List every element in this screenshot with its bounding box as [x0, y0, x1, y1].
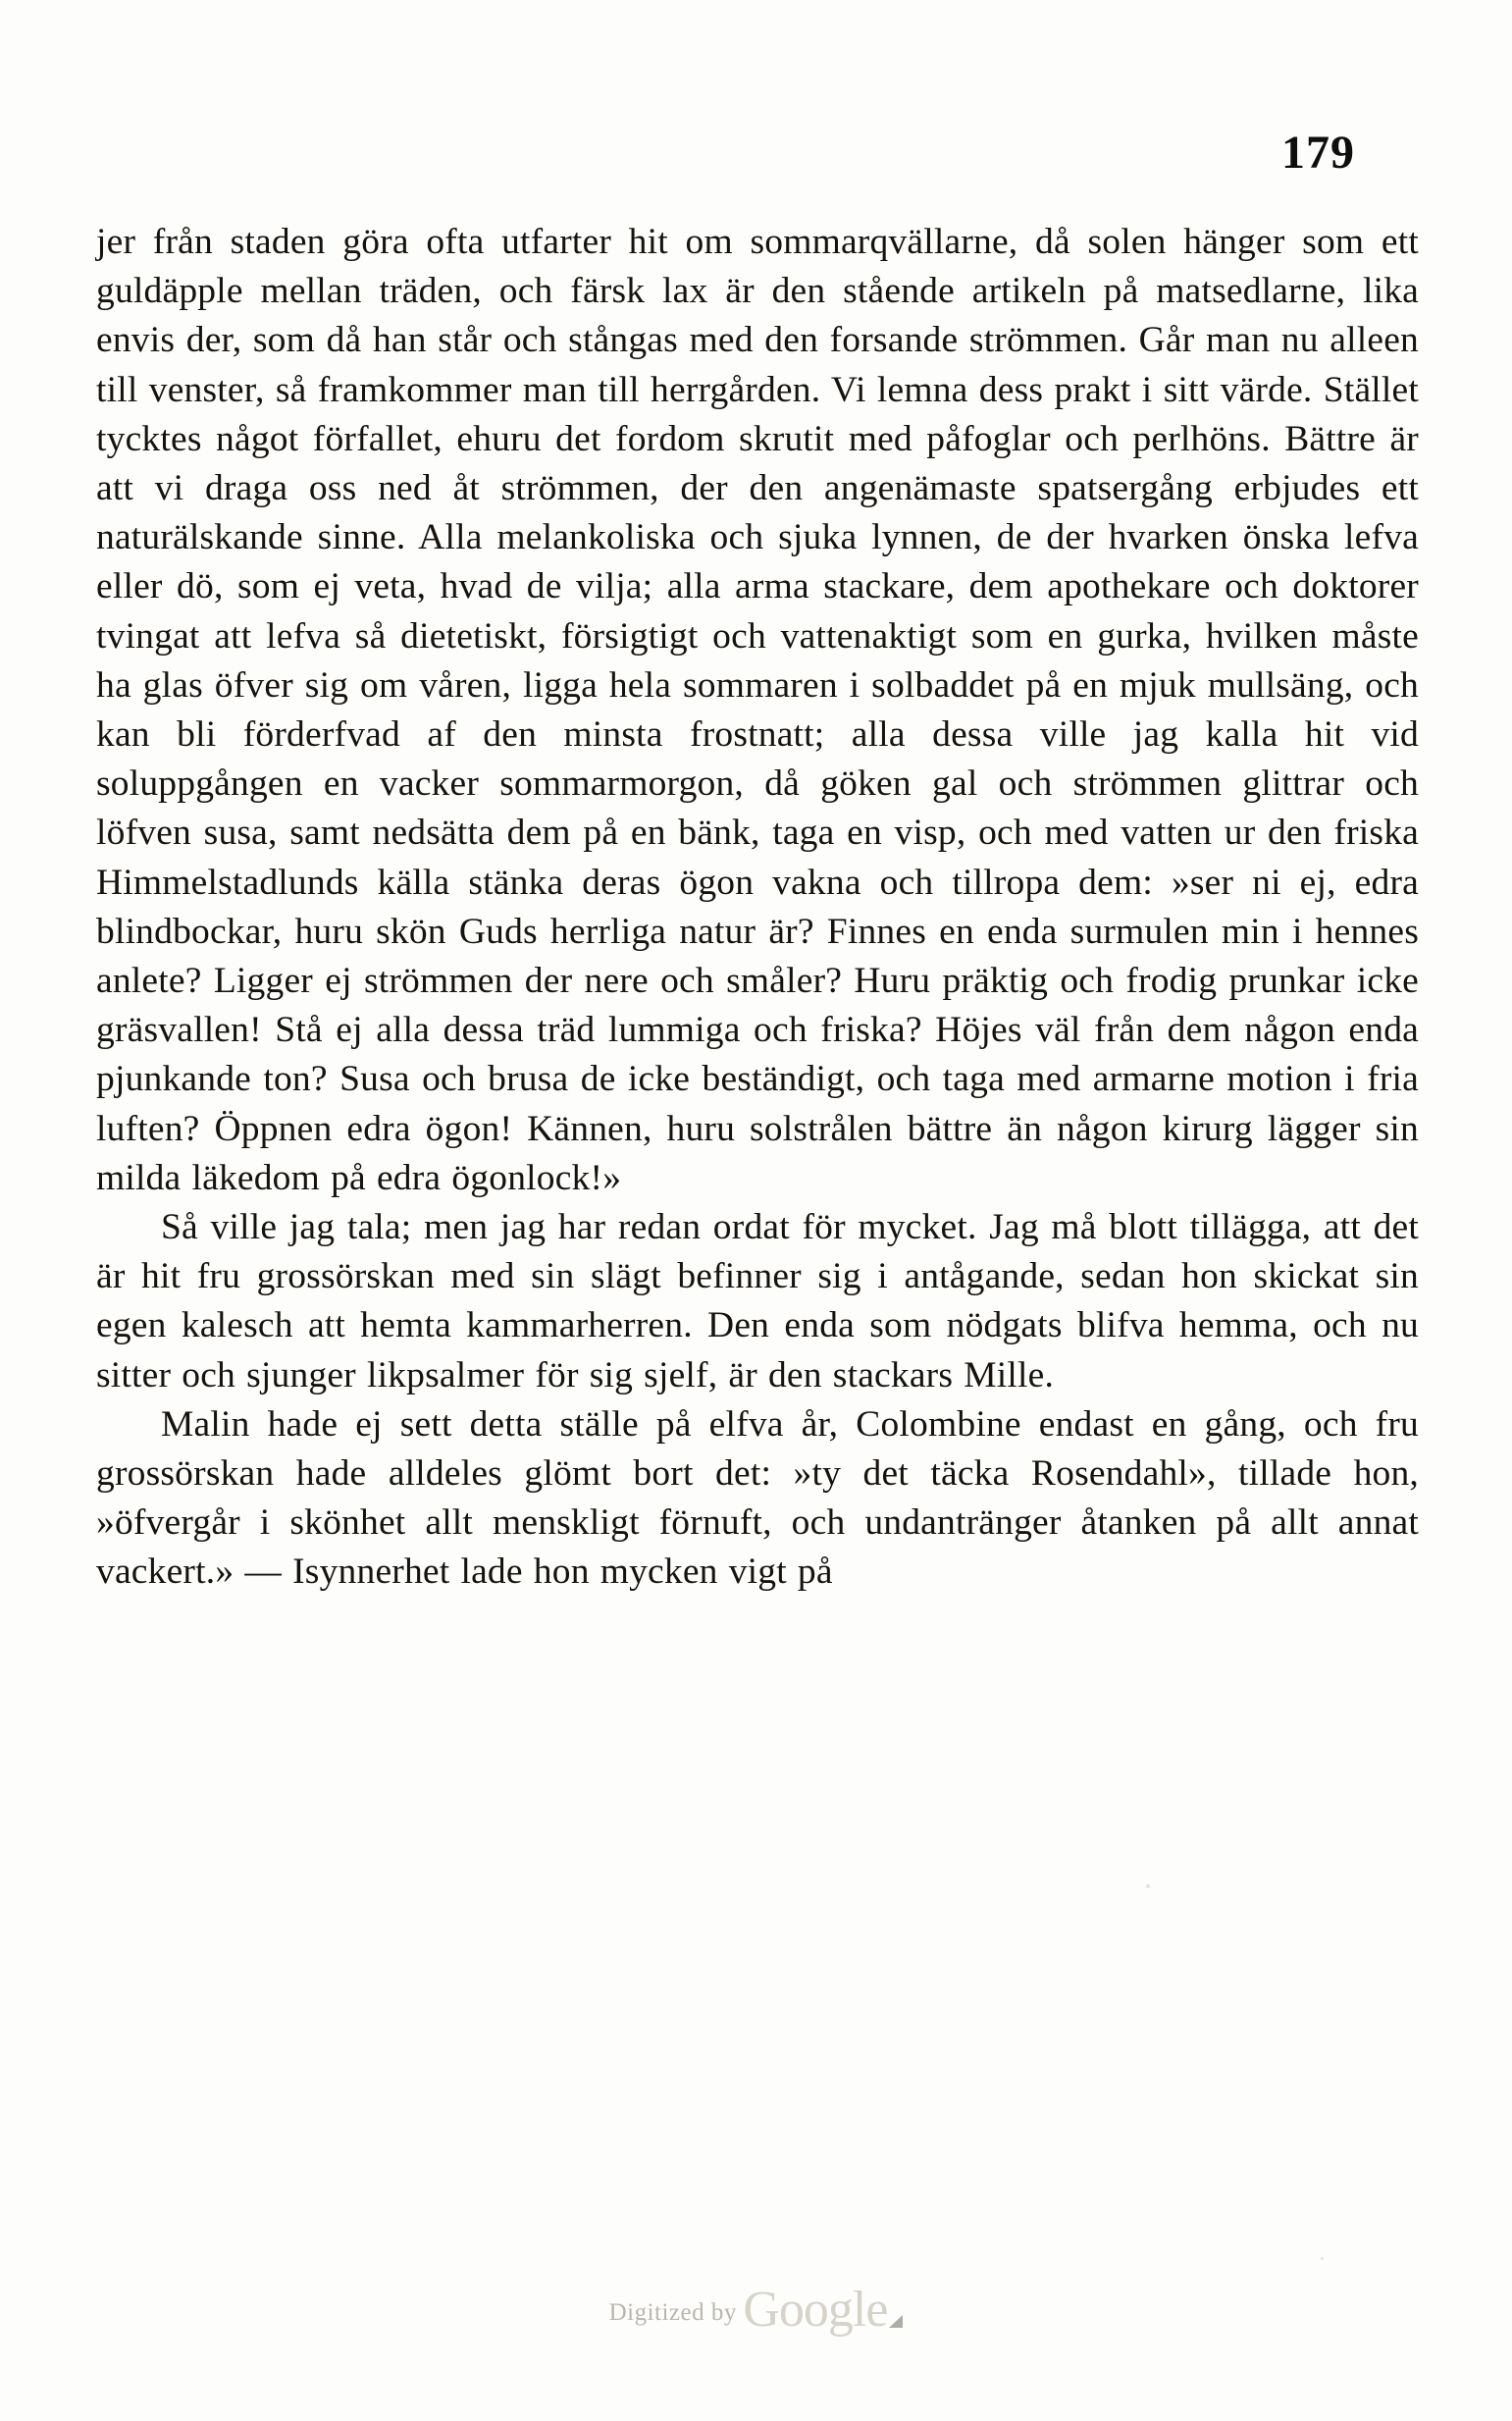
- page-number: 179: [1281, 127, 1355, 179]
- scan-speck: [1146, 1884, 1150, 1888]
- scan-speck: [1321, 2257, 1324, 2260]
- paragraph: Malin hade ej sett detta ställe på elfva år, Colombine endast en gång, och fru grossörskan hade alldeles glömt bort det: »ty det täcka Rosendahl», tillade hon, »öfvergår i skönhet allt menskligt förnuft, och undantränger åtanken på allt annat vackert.» — Isynnerhet lade hon mycken vigt på: [96, 1403, 1419, 1593]
- page-corner-icon: [889, 2315, 903, 2328]
- google-logo-text: Google: [743, 2282, 888, 2338]
- digitized-by-label: Digitized by: [608, 2299, 737, 2326]
- paragraph: jer från staden göra ofta utfarter hit om sommarqvällarne, då solen hänger som ett guldäpple mellan träden, och färsk lax är den stående artikeln på matsedlarne, lika envis der, som då han står och stångas med den forsande strömmen. Går man nu alleen till venster, så framkommer man till herrgården. Vi lemna dess prakt i sitt värde. Stället tycktes något förfallet, ehuru det fordom skrutit med påfoglar och perlhöns. Bättre är att vi draga oss ned åt strömmen, der den angenämaste spatsergång erbjudes ett naturälskande sinne. Alla melankoliska och sjuka lynnen, de der hvarken önska lefva eller dö, som ej veta, hvad de vilja; alla arma stackare, dem apothekare och doktorer tvingat att lefva så dietetiskt, försigtigt och vattenaktigt som en gurka, hvilken måste ha glas öfver sig om våren, ligga hela sommaren i solbaddet på en mjuk mullsäng, och kan bli förderfvad af den minsta frostnatt; alla dessa ville jag kalla hit vid soluppgången en vacker sommarmorgon, då göken gal och strömmen glittrar och löfven susa, samt nedsätta dem på en bänk, taga en visp, och med vatten ur den friska Himmelstadlunds källa stänka deras ögon vakna och tillropa dem: »ser ni ej, edra blindbockar, huru skön Guds herrliga natur är? Finnes en enda surmulen min i hennes anlete? Ligger ej strömmen der nere och småler? Huru präktig och frodig prunkar icke gräsvallen! Stå ej alla dessa träd lummiga och friska? Höjes väl från dem någon enda pjunkande ton? Susa och brusa de icke beständigt, och taga med armarne motion i fria luften? Öppnen edra ögon! Kännen, huru solstrålen bättre än någon kirurg lägger sin milda läkedom på edra ögonlock!»: [96, 222, 1419, 1198]
- page-body: [96, 218, 1419, 1598]
- digitization-watermark: [0, 2281, 1512, 2339]
- paragraph: Så ville jag tala; men jag har redan ordat för mycket. Jag må blott tillägga, att det är hit fru grossörskan med sin slägt befinner sig i antågande, sedan hon skickat sin egen kalesch att hemta kammarherren. Den enda som nödgats blifva hemma, och nu sitter och sjunger likpsalmer för sig sjelf, är den stackars Mille.: [96, 1207, 1419, 1395]
